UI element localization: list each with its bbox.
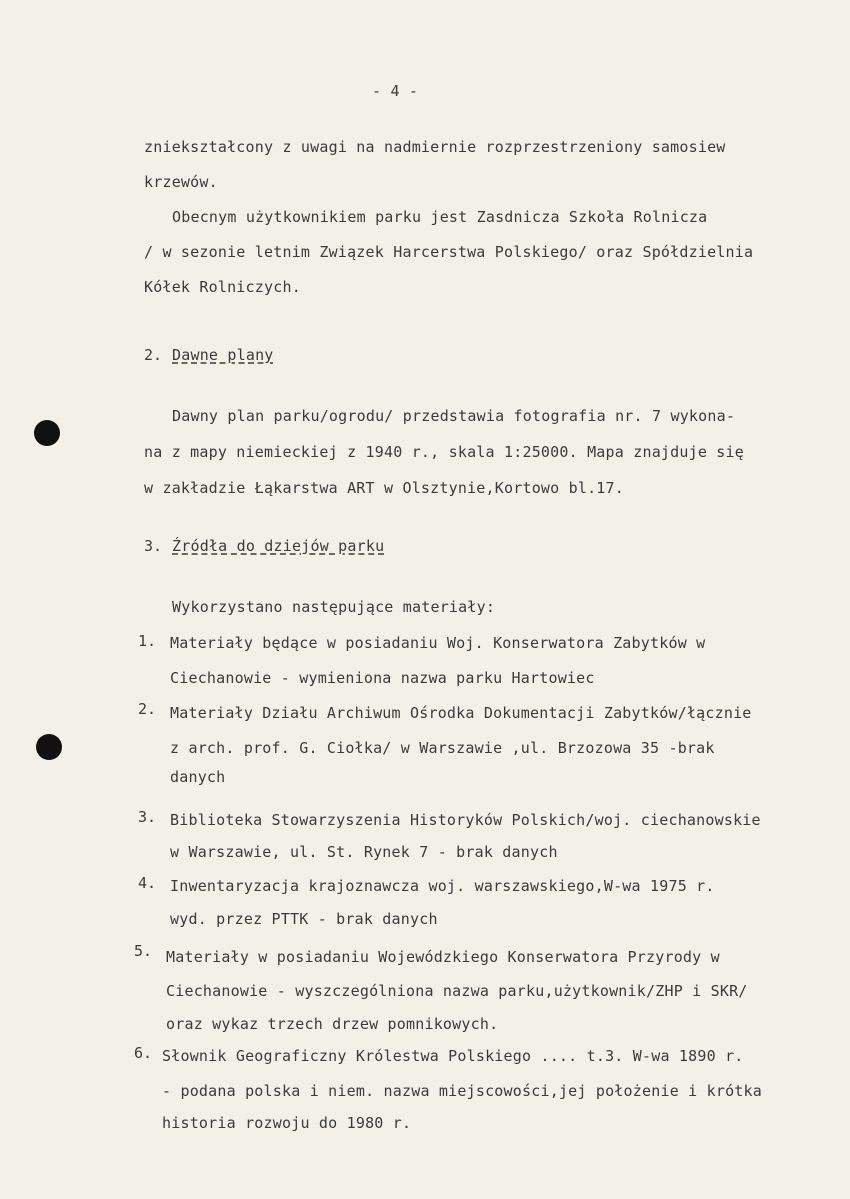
section-3-lead: Wykorzystano następujące materiały: [172, 598, 496, 616]
intro-line-1: zniekształcony z uwagi na nadmiernie rozprzestrzeniony samosiew [144, 138, 726, 156]
list-item-number: 6. [134, 1044, 153, 1062]
section-2-line-3: w zakładzie Łąkarstwa ART w Olsztynie,Kortowo bl.17. [144, 479, 624, 497]
list-item-line: z arch. prof. G. Ciołka/ w Warszawie ,ul. Brzozowa 35 -brak [170, 739, 715, 757]
list-item-line: Ciechanowie - wymieniona nazwa parku Hartowiec [170, 669, 595, 687]
punch-hole-bottom [36, 734, 62, 760]
list-item-line: - podana polska i niem. nazwa miejscowości,jej położenie i krótka [162, 1082, 762, 1100]
list-item-line: historia rozwoju do 1980 r. [162, 1114, 412, 1132]
list-item-line: wyd. przez PTTK - brak danych [170, 910, 438, 928]
list-item-line: w Warszawie, ul. St. Rynek 7 - brak danych [170, 843, 558, 861]
list-item-line: Słownik Geograficzny Królestwa Polskiego .... t.3. W-wa 1890 r. [162, 1047, 744, 1065]
list-item-line: Materiały będące w posiadaniu Woj. Konserwatora Zabytków w [170, 634, 706, 652]
list-item-line: Ciechanowie - wyszczególniona nazwa parku,użytkownik/ZHP i SKR/ [166, 982, 748, 1000]
list-item-line: Materiały Działu Archiwum Ośrodka Dokumentacji Zabytków/łącznie [170, 704, 752, 722]
list-item-line: Inwentaryzacja krajoznawcza woj. warszawskiego,W-wa 1975 r. [170, 877, 715, 895]
list-item-line: Materiały w posiadaniu Wojewódzkiego Konserwatora Przyrody w [166, 948, 720, 966]
intro-line-4: / w sezonie letnim Związek Harcerstwa Polskiego/ oraz Spółdzielnia [144, 243, 754, 261]
section-2-line-2: na z mapy niemieckiej z 1940 r., skala 1:25000. Mapa znajduje się [144, 443, 744, 461]
list-item-number: 1. [138, 632, 157, 650]
list-item-number: 2. [138, 700, 157, 718]
section-2-title: Dawne plany [172, 346, 274, 364]
intro-line-2: krzewów. [144, 173, 218, 191]
punch-hole-top [34, 420, 60, 446]
list-item-number: 3. [138, 808, 157, 826]
list-item-line: Biblioteka Stowarzyszenia Historyków Polskich/woj. ciechanowskie [170, 811, 761, 829]
section-3-title: Źródła do dziejów parku [172, 537, 385, 555]
section-2-number: 2. [144, 346, 163, 364]
page-number: - 4 - [372, 82, 419, 100]
list-item-line: danych [170, 768, 226, 786]
intro-line-3: Obecnym użytkownikiem parku jest Zasdnicza Szkoła Rolnicza [172, 208, 708, 226]
section-2-line-1: Dawny plan parku/ogrodu/ przedstawia fotografia nr. 7 wykona- [172, 407, 736, 425]
section-3-number: 3. [144, 537, 163, 555]
list-item-number: 4. [138, 874, 157, 892]
list-item-line: oraz wykaz trzech drzew pomnikowych. [166, 1015, 499, 1033]
list-item-number: 5. [134, 942, 153, 960]
intro-line-5: Kółek Rolniczych. [144, 278, 301, 296]
